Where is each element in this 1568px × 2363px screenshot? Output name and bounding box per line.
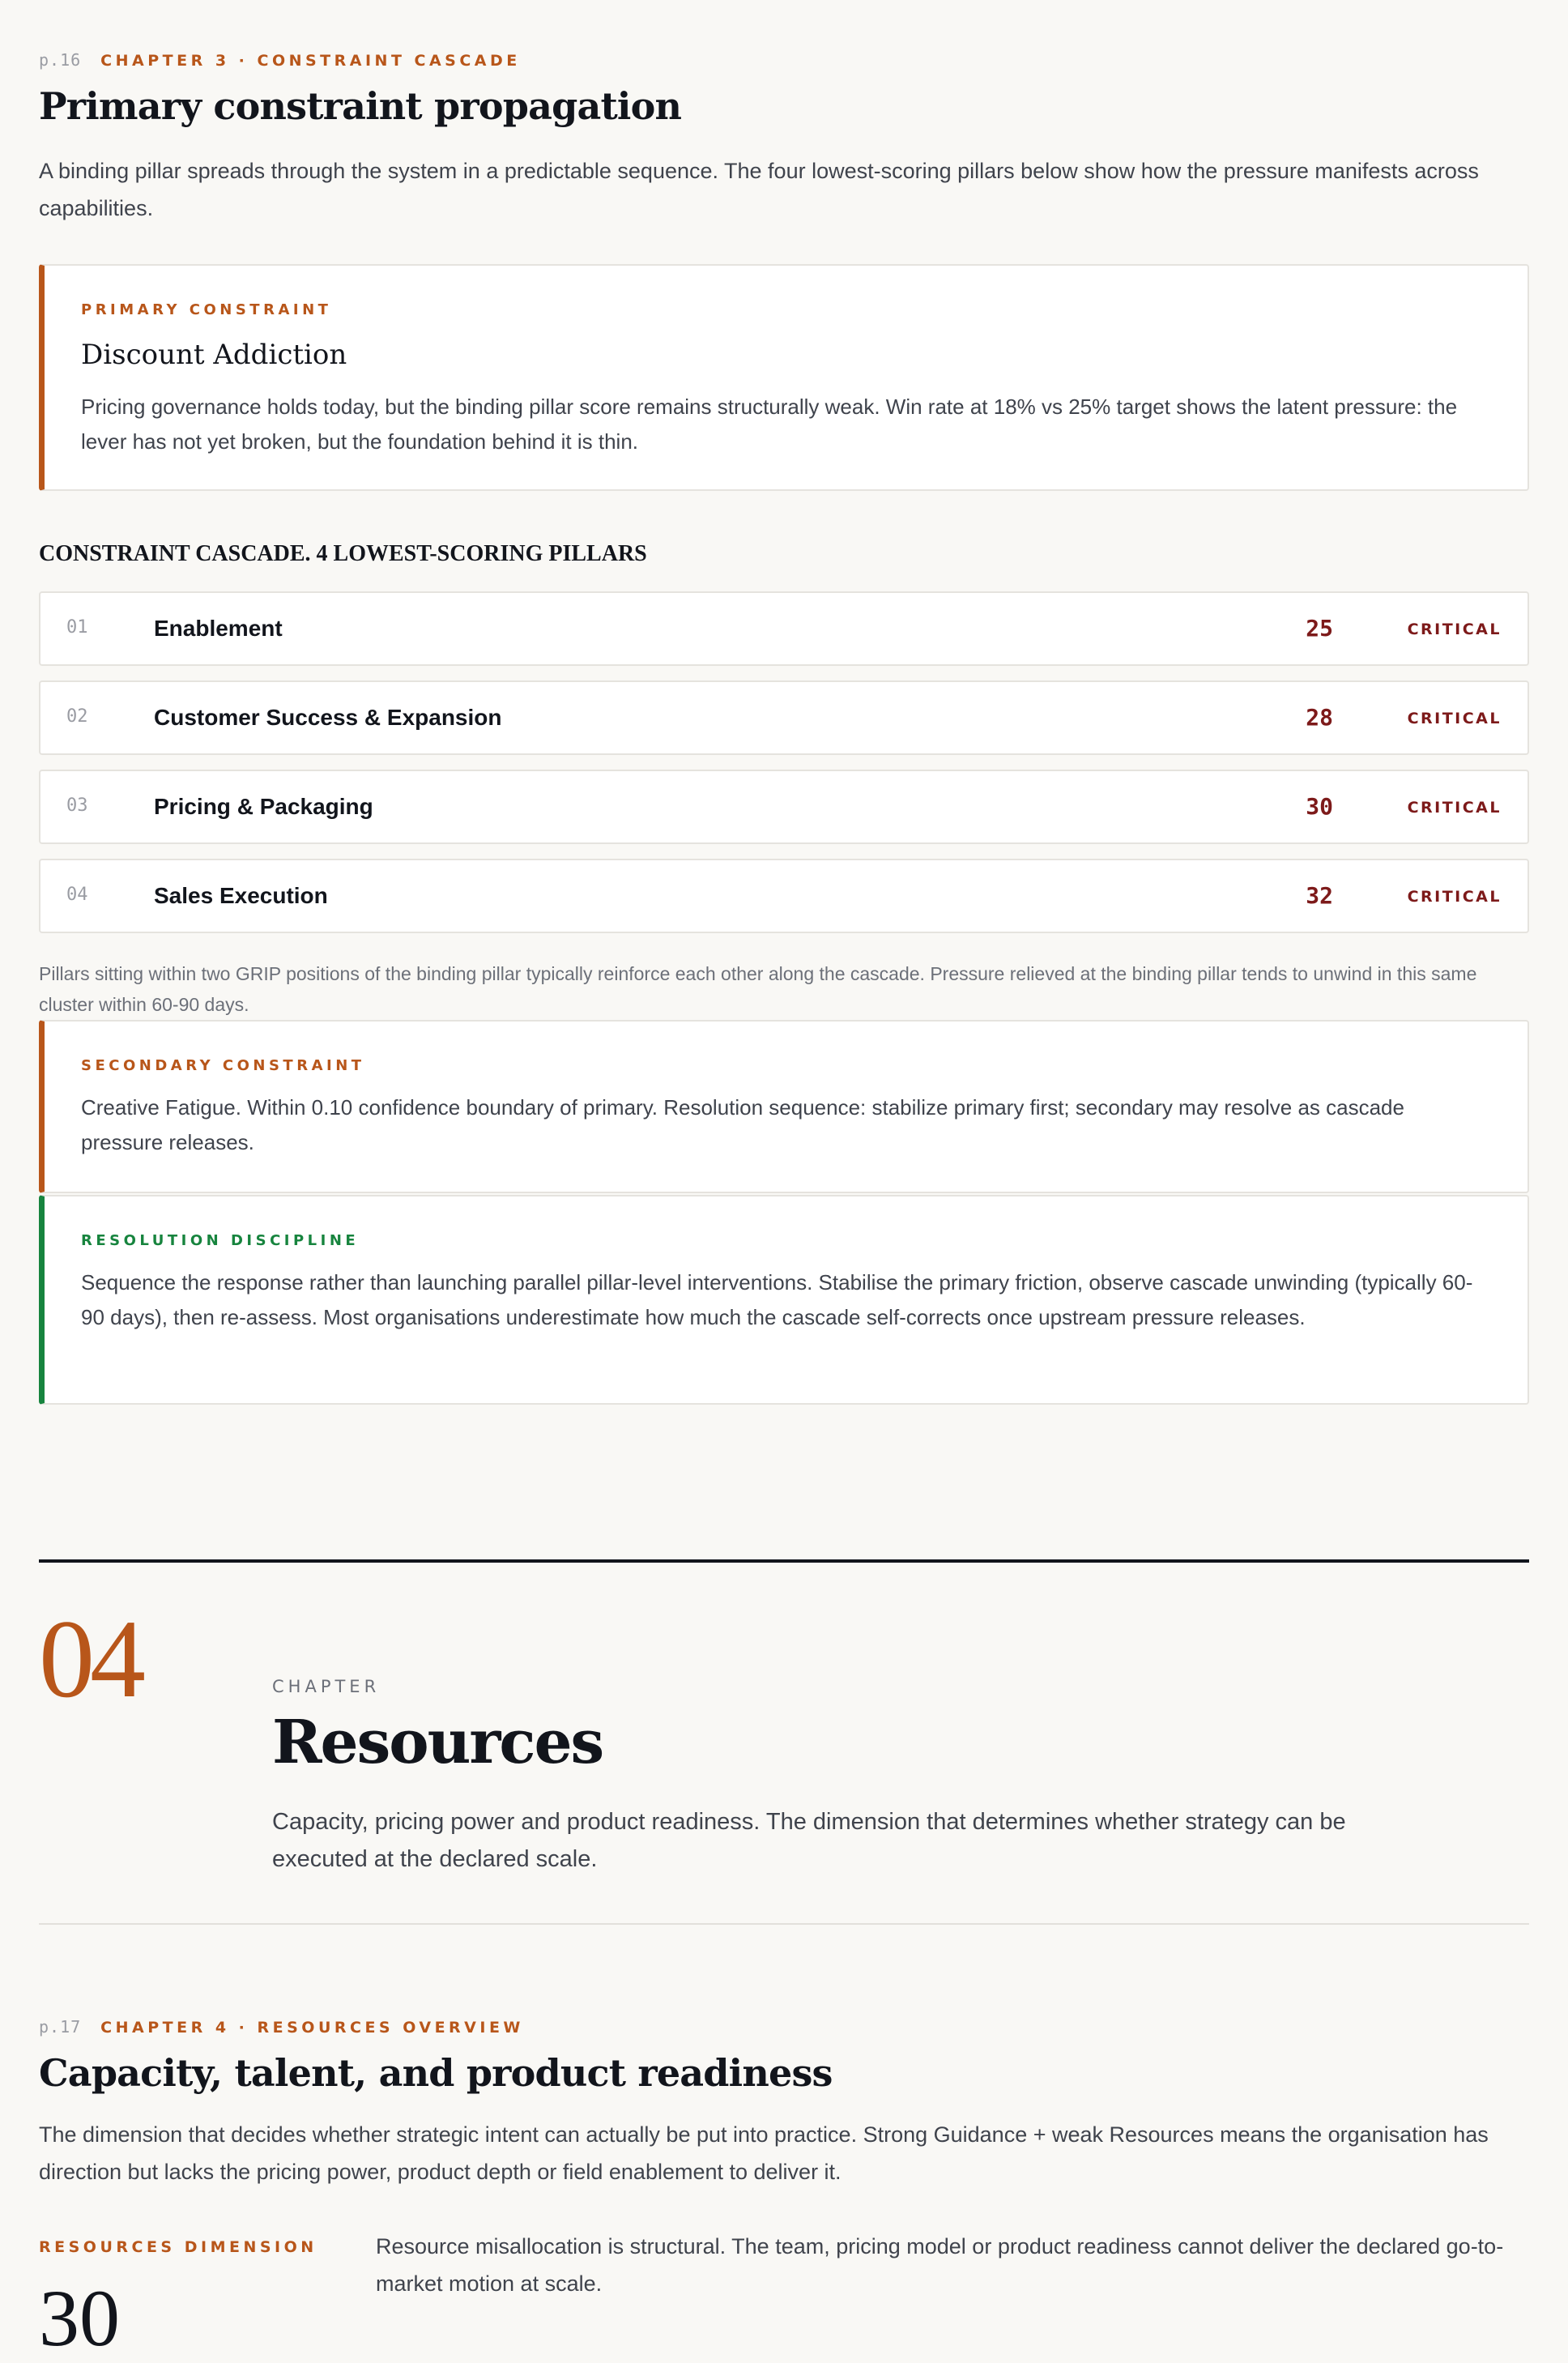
callout-body: Creative Fatigue. Within 0.10 confidence boundary of primary. Resolution sequence: stabilize primary first; secondary may resolve as cascade pressure releases. <box>81 1095 1404 1154</box>
resources-score: 30 <box>39 2273 120 2363</box>
intro-paragraph: A binding pillar spreads through the system in a predictable sequence. The four lowest-scoring pillars below show how the pressure manifests across capabilities. <box>39 159 1479 220</box>
row-rank: 04 <box>66 885 88 905</box>
pillar-name: Customer Success & Expansion <box>154 705 502 730</box>
chapter-divider <box>39 1559 1529 1563</box>
pillar-name: Pricing & Packaging <box>154 794 373 819</box>
callout-body: Sequence the response rather than launching parallel pillar-level interventions. Stabilise the primary friction, observe cascade unwinding (typically 60-90 days), then re-assess. Most organisations underestimate how much the cascade self-corrects once upstream pressure releases. <box>81 1270 1473 1329</box>
section-header <box>39 50 1529 70</box>
cascade-row <box>39 591 1529 666</box>
secondary-constraint-callout <box>39 1020 1529 1193</box>
callout-label: PRIMARY CONSTRAINT <box>81 301 332 318</box>
intro-paragraph: The dimension that decides whether strategic intent can actually be put into practice. Strong Guidance + weak Resources means the organisation has direction but lacks the pricing power, product depth or field enablement to deliver it. <box>39 2122 1489 2184</box>
pillar-name: Sales Execution <box>154 883 328 908</box>
page-title: Primary constraint propagation <box>39 84 682 128</box>
severity-badge: CRITICAL <box>1407 621 1502 638</box>
section-divider <box>39 1923 1529 1925</box>
callout-body: Pricing governance holds today, but the binding pillar score remains structurally weak. Win rate at 18% vs 25% target shows the latent pressure: the lever has not yet broken, but the foundation behind it is thin. <box>81 395 1458 454</box>
pillar-score: 32 <box>1306 882 1333 909</box>
severity-badge: CRITICAL <box>1407 888 1502 906</box>
resources-summary: Resource misallocation is structural. The team, pricing model or product readiness cannot deliver the declared go-to-market motion at scale. <box>376 2234 1504 2296</box>
cascade-note: Pillars sitting within two GRIP positions of the binding pillar typically reinforce each other along the cascade. Pressure relieved at the binding pillar tends to unwind in this same cluster within 60-90 days. <box>39 963 1477 1015</box>
severity-badge: CRITICAL <box>1407 799 1502 817</box>
callout-title: Discount Addiction <box>81 339 347 371</box>
chapter-number: 04 <box>39 1597 141 1721</box>
row-rank: 03 <box>66 795 88 816</box>
primary-constraint-callout <box>39 264 1529 491</box>
row-rank: 02 <box>66 706 88 727</box>
page-number: p.17 <box>39 2017 82 2037</box>
pillar-name: Enablement <box>154 616 283 641</box>
section-header <box>39 2017 1529 2037</box>
callout-label: RESOLUTION DISCIPLINE <box>81 1232 360 1249</box>
cascade-title: CONSTRAINT CASCADE. 4 LOWEST-SCORING PILLARS <box>39 541 647 566</box>
pillar-score: 30 <box>1306 793 1333 820</box>
page-title: Capacity, talent, and product readiness <box>39 2051 833 2095</box>
page-number: p.16 <box>39 50 82 70</box>
resources-dimension-label: RESOURCES DIMENSION <box>39 2238 317 2256</box>
resolution-discipline-callout <box>39 1195 1529 1405</box>
severity-badge: CRITICAL <box>1407 710 1502 727</box>
row-rank: 01 <box>66 617 88 638</box>
pillar-score: 28 <box>1306 704 1333 731</box>
chapter-title: Resources <box>272 1708 603 1777</box>
chapter-eyebrow: CHAPTER 3 · CONSTRAINT CASCADE <box>100 52 521 70</box>
chapter-description: Capacity, pricing power and product readiness. The dimension that determines whether strategy can be executed at the declared scale. <box>272 1809 1346 1872</box>
chapter-eyebrow: CHAPTER 4 · RESOURCES OVERVIEW <box>100 2019 524 2037</box>
cascade-row <box>39 680 1529 755</box>
cascade-row <box>39 770 1529 844</box>
chapter-label: CHAPTER <box>272 1677 381 1696</box>
pillar-score: 25 <box>1306 615 1333 642</box>
callout-label: SECONDARY CONSTRAINT <box>81 1057 365 1074</box>
cascade-row <box>39 859 1529 933</box>
